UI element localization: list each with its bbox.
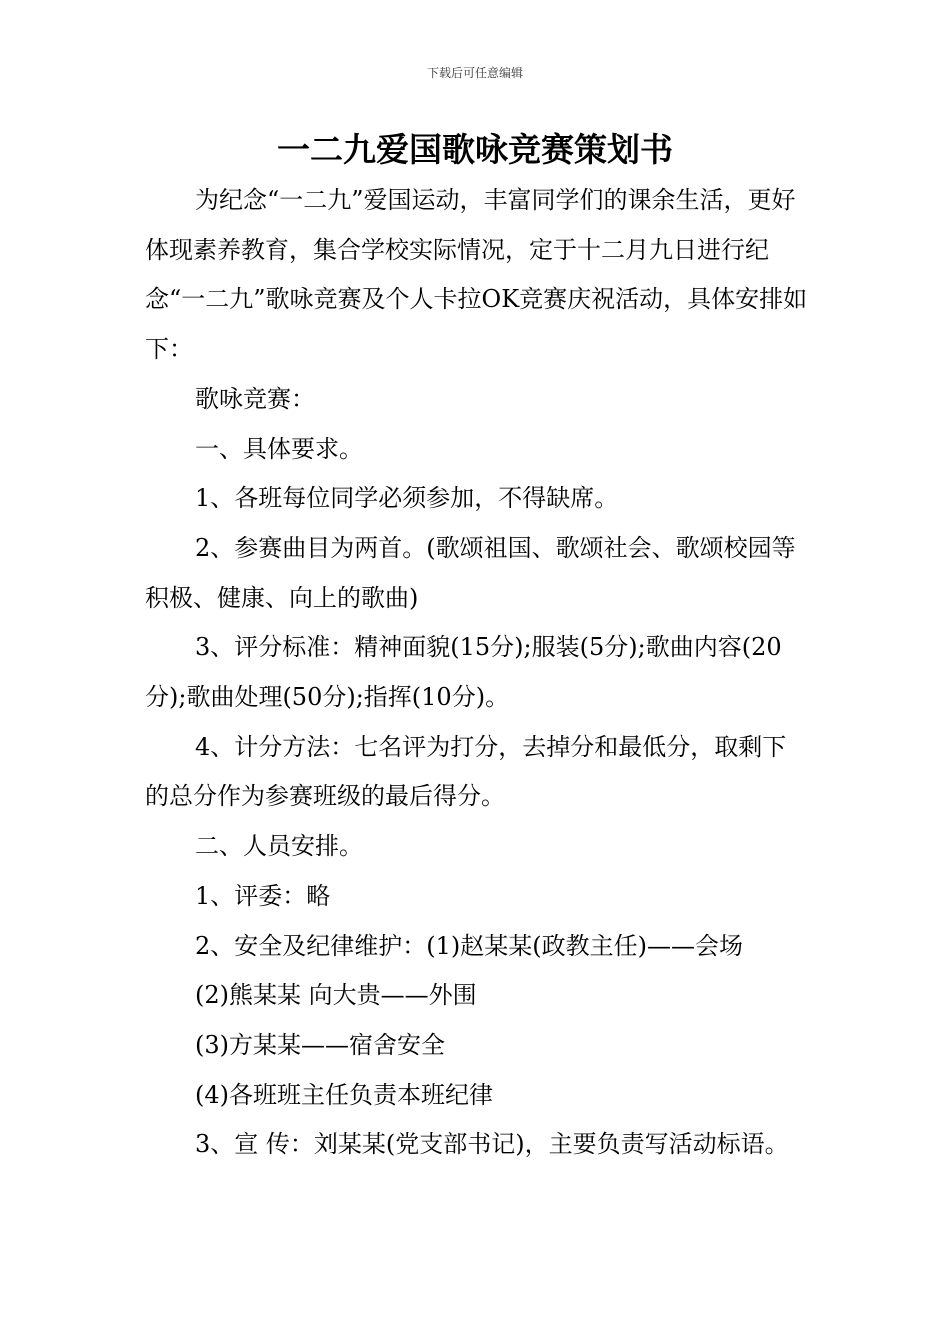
requirement-item-3: 3、评分标准：精神面貌(15分);服装(5分);歌曲内容(20分);歌曲处理(50分);指挥(10分)。 [145, 633, 782, 712]
requirement-item-2: 2、参赛曲目为两首。(歌颂祖国、歌颂社会、歌颂校园等积极、健康、向上的歌曲) [145, 533, 796, 612]
document-title: 一二九爱国歌咏竞赛策划书 [277, 130, 673, 169]
staffing-item-2: 2、安全及纪律维护：(1)赵某某(政教主任)——会场 [195, 931, 743, 960]
staffing-item-1: 1、评委：略 [195, 881, 331, 910]
header-note: 下载后可任意编辑 [426, 66, 523, 80]
staffing-subitem-3: (3)方某某——宿舍安全 [195, 1030, 445, 1059]
requirement-item-4: 4、计分方法：七名评为打分，去掉分和最低分，取剩下的总分作为参赛班级的最后得分。 [145, 732, 787, 811]
staffing-subitem-4: (4)各班班主任负责本班纪律 [195, 1080, 493, 1109]
staffing-item-3: 3、宣 传：刘某某(党支部书记)，主要负责写活动标语。 [195, 1130, 789, 1159]
staffing-subitem-2: (2)熊某某 向大贵——外围 [195, 981, 477, 1010]
document-body [145, 176, 810, 1170]
section-heading-singing-contest: 歌咏竞赛： [195, 384, 315, 413]
intro-paragraph: 为纪念“一二九”爱国运动，丰富同学们的课余生活，更好体现素养教育，集合学校实际情况，定于十二月九日进行纪念“一二九”歌咏竞赛及个人卡拉OK竞赛庆祝活动，具体安排如下： [145, 186, 808, 364]
section-heading-staffing: 二、人员安排。 [195, 832, 363, 861]
requirement-item-1: 1、各班每位同学必须参加，不得缺席。 [195, 484, 619, 513]
section-heading-requirements: 一、具体要求。 [195, 434, 363, 463]
